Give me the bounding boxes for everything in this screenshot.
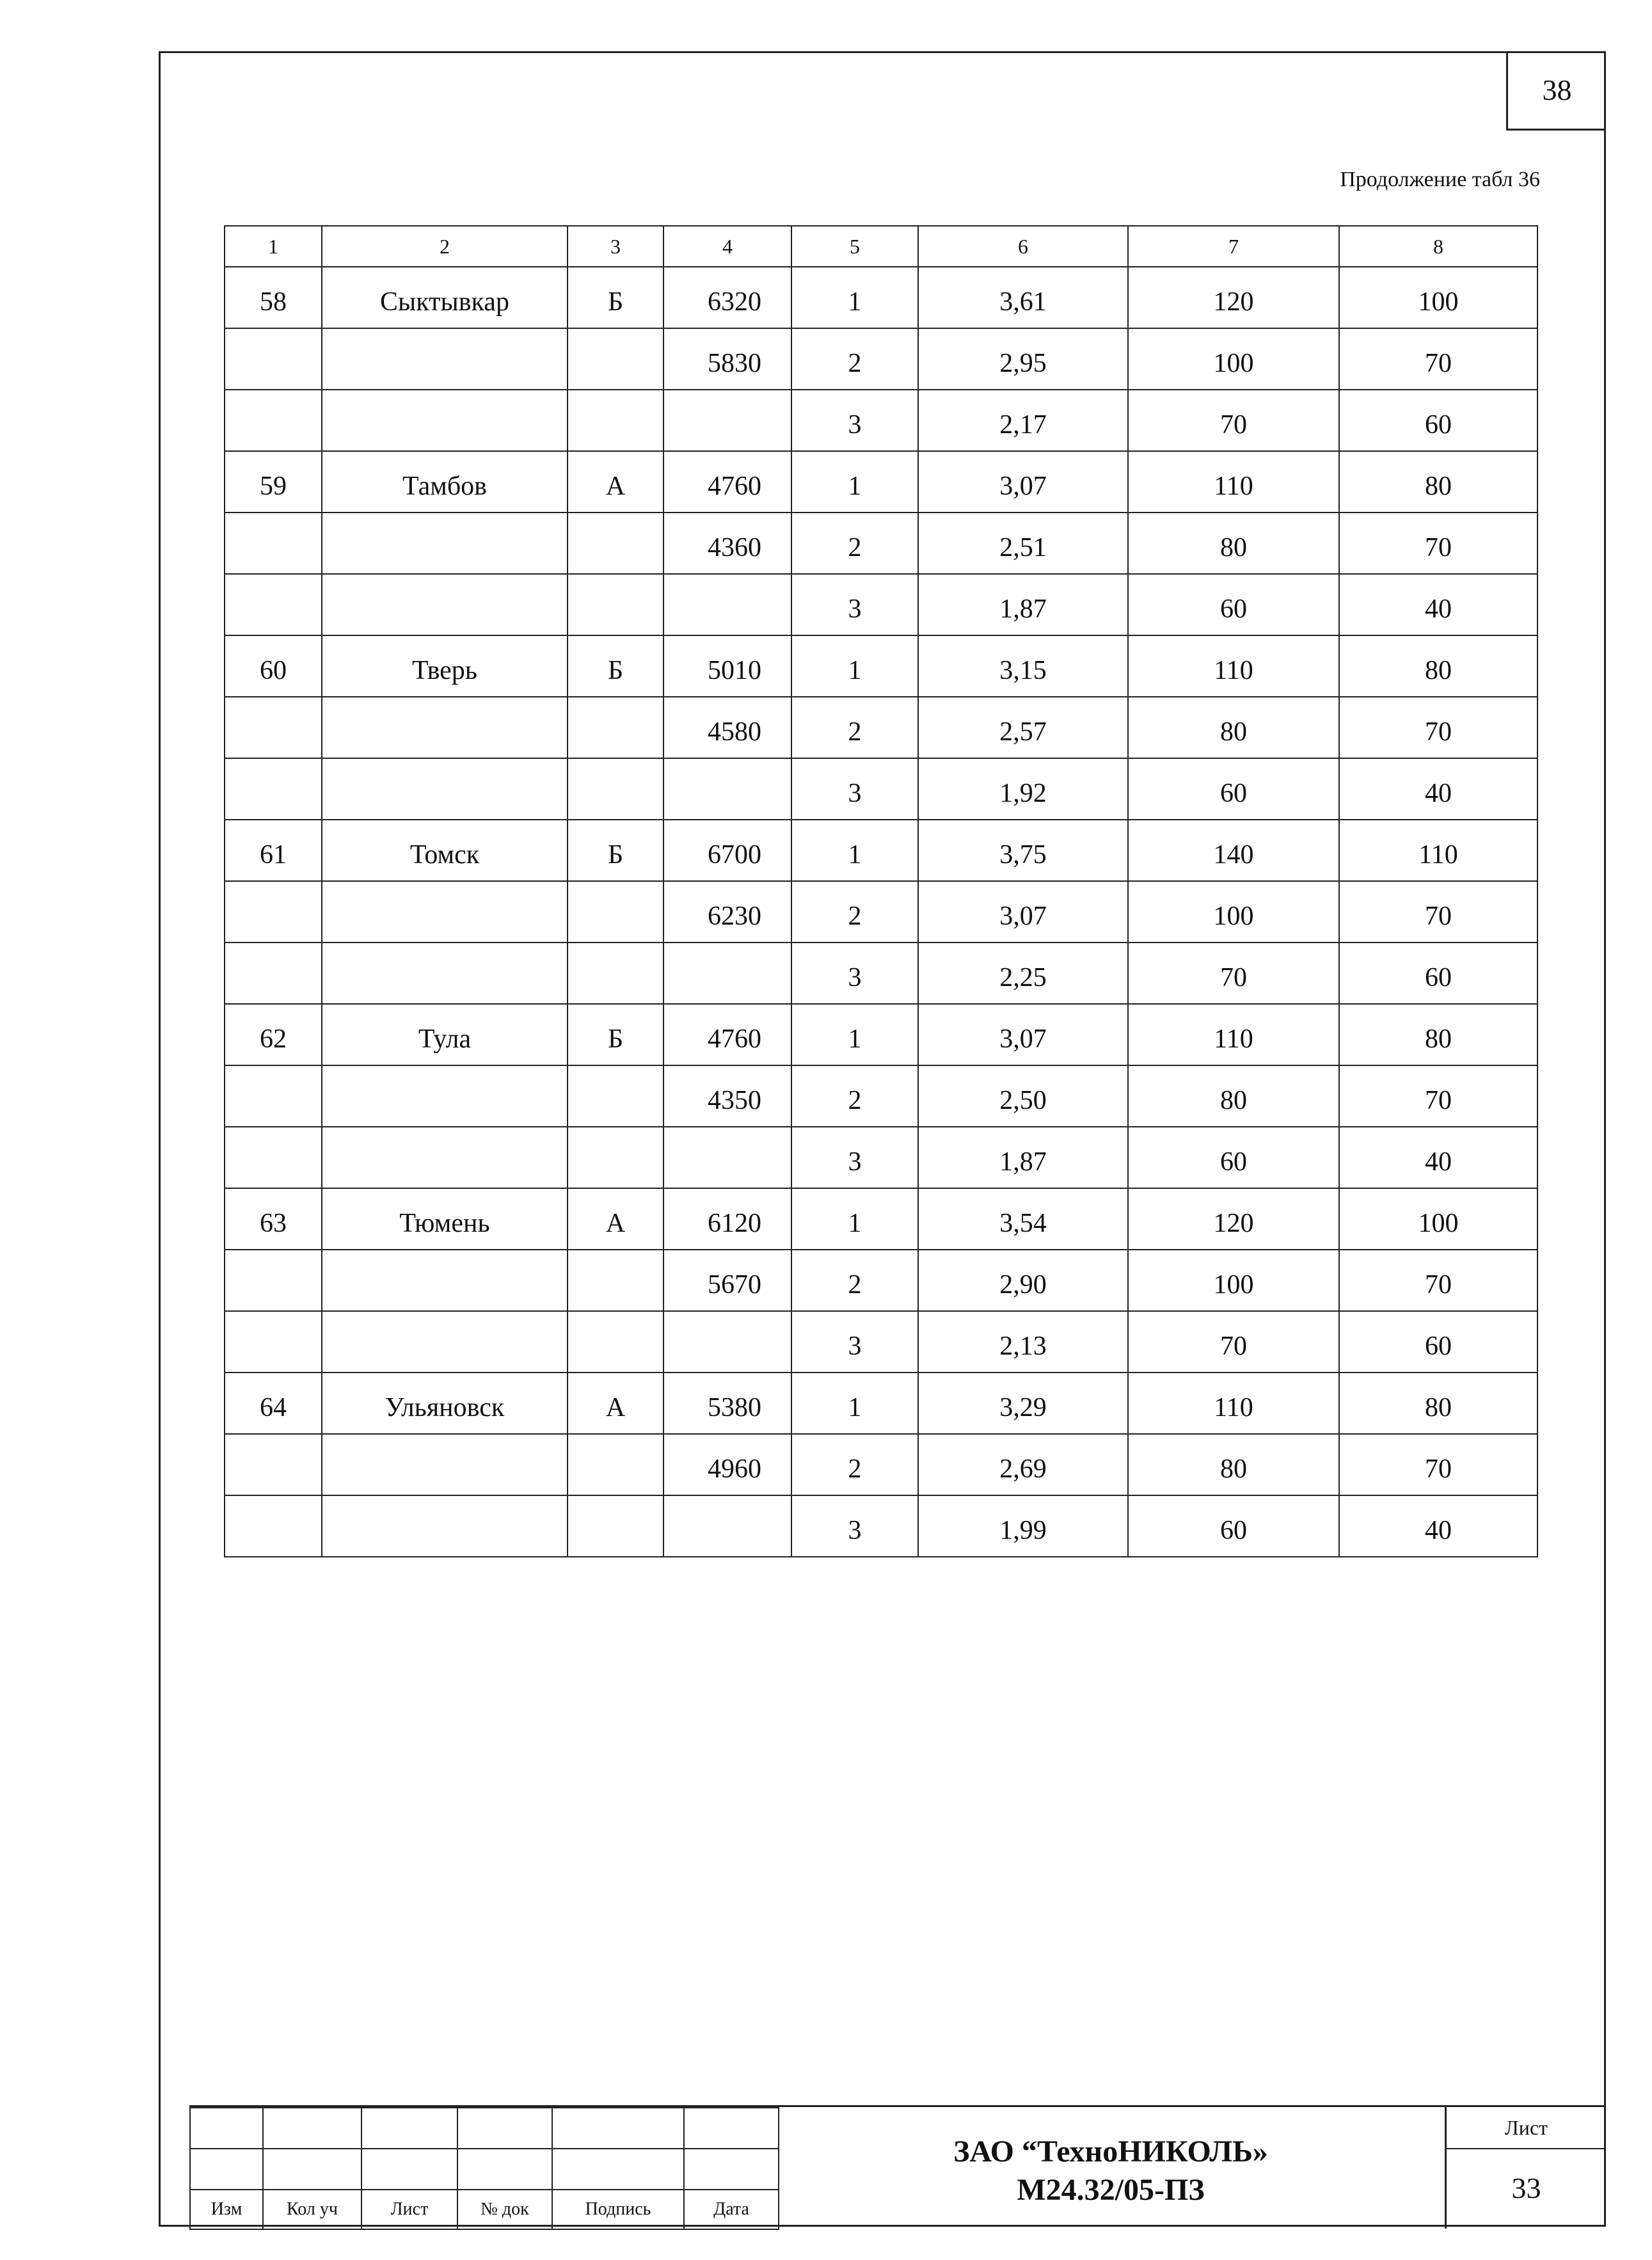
table-cell: 3,15 bbox=[918, 635, 1128, 697]
revision-grid bbox=[189, 2107, 779, 2230]
table-row bbox=[225, 1188, 1537, 1250]
table-cell: 63 bbox=[225, 1188, 322, 1250]
table-cell: 110 bbox=[1128, 1373, 1339, 1434]
table-cell bbox=[225, 697, 322, 758]
table-cell bbox=[225, 943, 322, 1004]
table-cell bbox=[322, 1250, 568, 1311]
table-cell: 6320 bbox=[663, 267, 791, 328]
table-row bbox=[225, 1065, 1537, 1127]
table-cell: 2,51 bbox=[918, 513, 1128, 574]
table-cell: 70 bbox=[1339, 513, 1537, 574]
revision-column-label: Лист bbox=[361, 2190, 457, 2229]
table-cell: 58 bbox=[225, 267, 322, 328]
column-header: 8 bbox=[1339, 226, 1537, 267]
table-cell bbox=[322, 697, 568, 758]
table-cell: 1 bbox=[791, 451, 918, 513]
table-cell: 40 bbox=[1339, 574, 1537, 635]
table-cell: 2 bbox=[791, 1434, 918, 1495]
table-cell: 2,90 bbox=[918, 1250, 1128, 1311]
table-row bbox=[225, 1373, 1537, 1434]
table-cell: 1 bbox=[791, 1373, 918, 1434]
table-cell: 80 bbox=[1128, 1065, 1339, 1127]
table-row bbox=[225, 451, 1537, 513]
table-row bbox=[225, 1250, 1537, 1311]
table-cell bbox=[663, 1495, 791, 1557]
table-cell: 3 bbox=[791, 1311, 918, 1373]
table-cell: 60 bbox=[225, 635, 322, 697]
table-cell: 70 bbox=[1339, 1250, 1537, 1311]
table-cell: 2 bbox=[791, 513, 918, 574]
data-table bbox=[224, 225, 1538, 1557]
table-cell bbox=[225, 881, 322, 943]
page-number: 38 bbox=[1506, 51, 1606, 131]
table-cell bbox=[568, 1434, 663, 1495]
table-cell: 3,07 bbox=[918, 881, 1128, 943]
table-cell: 100 bbox=[1339, 1188, 1537, 1250]
table-cell bbox=[568, 328, 663, 390]
table-cell: 3 bbox=[791, 1495, 918, 1557]
table-cell: 60 bbox=[1128, 1127, 1339, 1188]
table-cell: 120 bbox=[1128, 267, 1339, 328]
table-cell bbox=[322, 1495, 568, 1557]
table-cell: 1,99 bbox=[918, 1495, 1128, 1557]
table-cell: 110 bbox=[1128, 635, 1339, 697]
table-row bbox=[225, 943, 1537, 1004]
table-cell: 40 bbox=[1339, 1127, 1537, 1188]
table-cell: 80 bbox=[1339, 1004, 1537, 1065]
table-cell: 60 bbox=[1339, 1311, 1537, 1373]
table-cell: 70 bbox=[1339, 1065, 1537, 1127]
table-cell: 40 bbox=[1339, 1495, 1537, 1557]
table-cell: 2,50 bbox=[918, 1065, 1128, 1127]
revision-column-label: Подпись bbox=[552, 2190, 684, 2229]
revision-column-label: Кол уч bbox=[263, 2190, 361, 2229]
table-cell: А bbox=[568, 1188, 663, 1250]
table-cell bbox=[663, 1311, 791, 1373]
table-cell: 70 bbox=[1128, 943, 1339, 1004]
table-cell: 100 bbox=[1128, 328, 1339, 390]
table-cell: 2 bbox=[791, 1065, 918, 1127]
table-cell: 80 bbox=[1339, 451, 1537, 513]
table-cell: 6230 bbox=[663, 881, 791, 943]
table-cell: 1,87 bbox=[918, 574, 1128, 635]
table-cell bbox=[322, 1434, 568, 1495]
table-cell: 3 bbox=[791, 758, 918, 820]
table-cell: 100 bbox=[1339, 267, 1537, 328]
table-cell bbox=[322, 390, 568, 451]
table-cell: 2 bbox=[791, 881, 918, 943]
column-header: 1 bbox=[225, 226, 322, 267]
table-cell bbox=[225, 513, 322, 574]
table-cell: 70 bbox=[1339, 697, 1537, 758]
table-cell bbox=[225, 1065, 322, 1127]
table-row bbox=[225, 1127, 1537, 1188]
table-cell bbox=[322, 1127, 568, 1188]
table-cell: 2,25 bbox=[918, 943, 1128, 1004]
table-cell bbox=[568, 513, 663, 574]
table-cell: 80 bbox=[1128, 513, 1339, 574]
table-row bbox=[225, 267, 1537, 328]
table-cell: 2 bbox=[791, 1250, 918, 1311]
table-cell bbox=[225, 758, 322, 820]
table-cell: 6120 bbox=[663, 1188, 791, 1250]
table-cell: Б bbox=[568, 820, 663, 881]
table-cell: Сыктывкар bbox=[322, 267, 568, 328]
table-cell: 80 bbox=[1339, 1373, 1537, 1434]
table-cell bbox=[663, 1127, 791, 1188]
table-cell: 3 bbox=[791, 1127, 918, 1188]
column-header: 4 bbox=[663, 226, 791, 267]
table-cell: 80 bbox=[1128, 697, 1339, 758]
table-cell: 2,17 bbox=[918, 390, 1128, 451]
table-cell bbox=[322, 1311, 568, 1373]
table-cell bbox=[568, 390, 663, 451]
table-row bbox=[225, 1004, 1537, 1065]
table-cell bbox=[568, 881, 663, 943]
table-cell: 60 bbox=[1339, 943, 1537, 1004]
table-cell bbox=[322, 943, 568, 1004]
table-cell bbox=[322, 1065, 568, 1127]
table-cell: 3 bbox=[791, 574, 918, 635]
table-cell bbox=[663, 943, 791, 1004]
table-cell bbox=[663, 574, 791, 635]
table-cell bbox=[322, 881, 568, 943]
sheet-box bbox=[1445, 2107, 1606, 2229]
table-cell bbox=[568, 1065, 663, 1127]
table-cell: 1 bbox=[791, 1004, 918, 1065]
table-cell: А bbox=[568, 1373, 663, 1434]
table-cell: 120 bbox=[1128, 1188, 1339, 1250]
table-cell bbox=[568, 1495, 663, 1557]
revision-column-label: Изм bbox=[190, 2190, 263, 2229]
table-cell: 64 bbox=[225, 1373, 322, 1434]
table-cell: 70 bbox=[1339, 328, 1537, 390]
table-row bbox=[225, 574, 1537, 635]
table-cell: 4960 bbox=[663, 1434, 791, 1495]
table-cell bbox=[225, 1495, 322, 1557]
table-cell: 70 bbox=[1339, 1434, 1537, 1495]
table-cell bbox=[225, 390, 322, 451]
table-cell: 110 bbox=[1128, 451, 1339, 513]
column-header: 2 bbox=[322, 226, 568, 267]
table-cell: 5010 bbox=[663, 635, 791, 697]
table-row bbox=[225, 328, 1537, 390]
table-cell: 1 bbox=[791, 635, 918, 697]
table-cell: 4760 bbox=[663, 1004, 791, 1065]
table-cell bbox=[568, 1127, 663, 1188]
table-cell: 70 bbox=[1128, 390, 1339, 451]
table-cell bbox=[322, 574, 568, 635]
table-cell bbox=[225, 328, 322, 390]
table-cell bbox=[225, 1311, 322, 1373]
table-cell: 2 bbox=[791, 328, 918, 390]
table-cell: Тамбов bbox=[322, 451, 568, 513]
table-cell bbox=[225, 1127, 322, 1188]
table-row bbox=[225, 635, 1537, 697]
table-cell: Тверь bbox=[322, 635, 568, 697]
column-header: 7 bbox=[1128, 226, 1339, 267]
table-cell: 110 bbox=[1128, 1004, 1339, 1065]
table-cell: 3,07 bbox=[918, 1004, 1128, 1065]
table-header-row bbox=[225, 226, 1537, 267]
table-cell: Б bbox=[568, 1004, 663, 1065]
table-cell bbox=[663, 758, 791, 820]
table-cell: 4350 bbox=[663, 1065, 791, 1127]
table-cell: 60 bbox=[1339, 390, 1537, 451]
table-cell: 3,29 bbox=[918, 1373, 1128, 1434]
table-cell: 3 bbox=[791, 390, 918, 451]
column-header: 5 bbox=[791, 226, 918, 267]
table-cell: 70 bbox=[1128, 1311, 1339, 1373]
table-cell: 2,95 bbox=[918, 328, 1128, 390]
table-cell: 5380 bbox=[663, 1373, 791, 1434]
table-cell bbox=[568, 943, 663, 1004]
table-row bbox=[225, 820, 1537, 881]
table-cell: 1 bbox=[791, 1188, 918, 1250]
table-cell: Б bbox=[568, 635, 663, 697]
table-cell: 2,13 bbox=[918, 1311, 1128, 1373]
table-cell: 4360 bbox=[663, 513, 791, 574]
table-cell: 4760 bbox=[663, 451, 791, 513]
table-cell: 5830 bbox=[663, 328, 791, 390]
table-cell: 4580 bbox=[663, 697, 791, 758]
table-cell bbox=[568, 1311, 663, 1373]
table-cell: 80 bbox=[1339, 635, 1537, 697]
table-cell: 1,87 bbox=[918, 1127, 1128, 1188]
document-code: М24.32/05-ПЗ bbox=[1017, 2173, 1205, 2207]
table-cell bbox=[322, 328, 568, 390]
revision-column-label: № док bbox=[457, 2190, 552, 2229]
table-cell: 6700 bbox=[663, 820, 791, 881]
table-cell bbox=[568, 697, 663, 758]
revision-labels-row bbox=[190, 2190, 779, 2229]
table-cell: 100 bbox=[1128, 1250, 1339, 1311]
table-row bbox=[225, 1311, 1537, 1373]
table-cell: 3,54 bbox=[918, 1188, 1128, 1250]
table-cell: 59 bbox=[225, 451, 322, 513]
table-cell: 2,69 bbox=[918, 1434, 1128, 1495]
table-cell: 1 bbox=[791, 267, 918, 328]
table-cell: Тула bbox=[322, 1004, 568, 1065]
table-cell bbox=[225, 1434, 322, 1495]
table-cell bbox=[225, 574, 322, 635]
table-row bbox=[225, 1434, 1537, 1495]
table-cell bbox=[568, 574, 663, 635]
company-name: ЗАО “ТехноНИКОЛЬ» bbox=[953, 2135, 1268, 2168]
table-cell bbox=[568, 1250, 663, 1311]
table-cell: 110 bbox=[1339, 820, 1537, 881]
table-cell: 100 bbox=[1128, 881, 1339, 943]
table-cell: 3,61 bbox=[918, 267, 1128, 328]
sheet-number: 33 bbox=[1511, 2172, 1541, 2204]
table-cell: 70 bbox=[1339, 881, 1537, 943]
table-row bbox=[225, 881, 1537, 943]
table-cell: Томск bbox=[322, 820, 568, 881]
table-cell: Ульяновск bbox=[322, 1373, 568, 1434]
table-row bbox=[225, 758, 1537, 820]
table-cell bbox=[322, 758, 568, 820]
table-row bbox=[225, 1495, 1537, 1557]
table-cell bbox=[663, 390, 791, 451]
sheet-label: Лист bbox=[1447, 2107, 1606, 2149]
column-header: 6 bbox=[918, 226, 1128, 267]
table-cell bbox=[322, 513, 568, 574]
table-row bbox=[225, 390, 1537, 451]
table-cell bbox=[568, 758, 663, 820]
table-row bbox=[225, 697, 1537, 758]
table-caption: Продолжение табл 36 bbox=[1340, 168, 1540, 191]
table-cell: 5670 bbox=[663, 1250, 791, 1311]
title-block bbox=[189, 2105, 1606, 2227]
table-cell: 2 bbox=[791, 697, 918, 758]
table-cell: 1,92 bbox=[918, 758, 1128, 820]
table-cell: 140 bbox=[1128, 820, 1339, 881]
table-cell: 60 bbox=[1128, 1495, 1339, 1557]
table-cell: 61 bbox=[225, 820, 322, 881]
table-cell: 3,07 bbox=[918, 451, 1128, 513]
table-cell: А bbox=[568, 451, 663, 513]
table-cell: 60 bbox=[1128, 758, 1339, 820]
column-header: 3 bbox=[568, 226, 663, 267]
table-cell: 3 bbox=[791, 943, 918, 1004]
table-cell: 60 bbox=[1128, 574, 1339, 635]
table-cell: 1 bbox=[791, 820, 918, 881]
table-cell: Тюмень bbox=[322, 1188, 568, 1250]
table-row bbox=[225, 513, 1537, 574]
table-cell: Б bbox=[568, 267, 663, 328]
table-cell: 62 bbox=[225, 1004, 322, 1065]
table-body bbox=[225, 267, 1537, 1557]
table-cell bbox=[225, 1250, 322, 1311]
table-cell: 40 bbox=[1339, 758, 1537, 820]
table-cell: 3,75 bbox=[918, 820, 1128, 881]
revision-column-label: Дата bbox=[684, 2190, 779, 2229]
table-cell: 2,57 bbox=[918, 697, 1128, 758]
company-block bbox=[778, 2133, 1443, 2209]
table-cell: 80 bbox=[1128, 1434, 1339, 1495]
